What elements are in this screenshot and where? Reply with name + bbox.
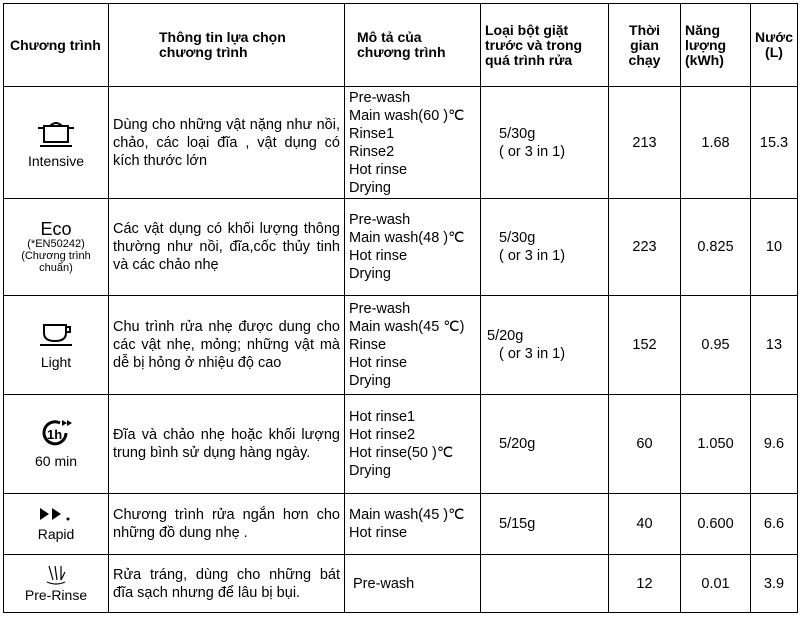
water-cell: 9.6 (751, 395, 798, 494)
header-water: Nước (L) (751, 4, 798, 87)
step: Drying (349, 373, 391, 389)
program-cell (4, 395, 109, 494)
header-row (4, 4, 798, 87)
program-steps (345, 555, 481, 613)
program-name: Rapid (37, 526, 75, 542)
program-cell (4, 87, 109, 199)
energy-cell: 0.600 (681, 494, 751, 555)
table-row (4, 494, 798, 555)
detergent-amount: 5/30g (499, 125, 536, 142)
program-steps (345, 199, 481, 296)
step: Pre-wash (353, 575, 415, 592)
detergent-note: ( or 3 in 1) (499, 248, 566, 264)
step: Hot rinse (349, 355, 408, 371)
time-cell: 223 (609, 199, 681, 296)
1h-icon (38, 418, 74, 448)
water-cell: 3.9 (751, 555, 798, 613)
step: Hot rinse(50 )℃ (349, 445, 454, 461)
detergent-note: ( or 3 in 1) (499, 346, 566, 362)
step: Hot rinse1 (349, 409, 416, 425)
program-steps (345, 87, 481, 199)
detergent-amount: 5/20g (487, 328, 524, 344)
step: Main wash(45 )℃ (349, 507, 465, 523)
time-cell: 60 (609, 395, 681, 494)
step: Drying (349, 463, 391, 479)
time-cell: 213 (609, 87, 681, 199)
energy-cell: 1.68 (681, 87, 751, 199)
fast-forward-icon (36, 505, 76, 523)
detergent-cell (481, 494, 609, 555)
header-detergent: Loại bột giặt trước và trong quá trình rửa (481, 4, 609, 87)
detergent-note: ( or 3 in 1) (499, 143, 566, 160)
program-steps (345, 395, 481, 494)
program-info: Dùng cho những vật nặng như nồi, chảo, các loại đĩa , vật dụng có kích thước lớn (109, 87, 345, 199)
detergent-cell (481, 296, 609, 395)
step: Drying (349, 179, 391, 196)
step: Main wash(45 ℃) (349, 319, 465, 335)
header-program: Chương trình (4, 4, 109, 87)
step: Pre-wash (349, 301, 411, 317)
table-row (4, 87, 798, 199)
detergent-amount: 5/30g (499, 230, 536, 246)
step: Pre-wash (349, 89, 411, 106)
step: Main wash(60 )℃ (349, 107, 465, 124)
table-row (4, 296, 798, 395)
table-row (4, 555, 798, 613)
water-cell: 15.3 (751, 87, 798, 199)
program-info: Chu trình rửa nhẹ được dung cho các vật nhẹ, mỏng; những vật mà dễ bị hỏng ở nhiệu độ cao (109, 296, 345, 395)
program-cell (4, 494, 109, 555)
program-standard-note: (Chương trình chuẩn) (21, 250, 91, 274)
program-table (3, 3, 798, 613)
step: Rinse1 (349, 125, 395, 142)
step: Pre-wash (349, 212, 411, 228)
table-row (4, 199, 798, 296)
time-cell: 152 (609, 296, 681, 395)
svg-text:1h: 1h (47, 427, 63, 442)
water-cell: 6.6 (751, 494, 798, 555)
time-cell: 12 (609, 555, 681, 613)
program-name: Intensive (27, 152, 85, 169)
program-info: Đĩa và chảo nhẹ hoặc khối lượng trung bình sử dụng hàng ngày. (109, 395, 345, 494)
step: Hot rinse (349, 161, 408, 178)
header-desc: Mô tả của chương trình (345, 4, 481, 87)
detergent-cell (481, 87, 609, 199)
program-info: Rửa tráng, dùng cho những bát đĩa sạch nhưng để lâu bị bụi. (109, 555, 345, 613)
header-time: Thời gian chạy (609, 4, 681, 87)
step: Rinse (349, 337, 387, 353)
detergent-cell (481, 199, 609, 296)
water-cell: 10 (751, 199, 798, 296)
step: Hot rinse (349, 248, 408, 264)
program-name: 60 min (34, 453, 78, 469)
energy-cell: 0.95 (681, 296, 751, 395)
table-row (4, 395, 798, 494)
spray-icon (41, 564, 71, 586)
step: Rinse2 (349, 143, 395, 160)
program-name: Pre-Rinse (24, 586, 88, 603)
header-info: Thông tin lựa chọn chương trình (109, 4, 345, 87)
time-cell: 40 (609, 494, 681, 555)
step: Hot rinse2 (349, 427, 416, 443)
energy-cell: 0.825 (681, 199, 751, 296)
detergent-amount: 5/15g (499, 516, 536, 532)
program-standard: (*EN50242) (27, 238, 85, 250)
program-info: Các vật dụng có khối lượng thông thường như nồi, đĩa,cốc thủy tinh và các chảo nhẹ (109, 199, 345, 296)
program-cell (4, 199, 109, 296)
energy-cell: 0.01 (681, 555, 751, 613)
header-energy: Năng lượng (kWh) (681, 4, 751, 87)
program-name: Eco (40, 219, 72, 239)
program-info: Chương trình rửa ngắn hơn cho những đồ dung nhẹ . (109, 494, 345, 555)
detergent-amount: 5/20g (499, 436, 536, 452)
step: Main wash(48 )℃ (349, 230, 465, 246)
program-cell (4, 555, 109, 613)
detergent-cell (481, 395, 609, 494)
program-cell (4, 296, 109, 395)
detergent-cell (481, 555, 609, 613)
step: Drying (349, 266, 391, 282)
pot-icon (36, 116, 76, 148)
energy-cell: 1.050 (681, 395, 751, 494)
step: Hot rinse (349, 525, 408, 541)
cup-icon (38, 319, 74, 349)
program-steps (345, 296, 481, 395)
program-name: Light (40, 354, 72, 370)
water-cell: 13 (751, 296, 798, 395)
program-steps (345, 494, 481, 555)
